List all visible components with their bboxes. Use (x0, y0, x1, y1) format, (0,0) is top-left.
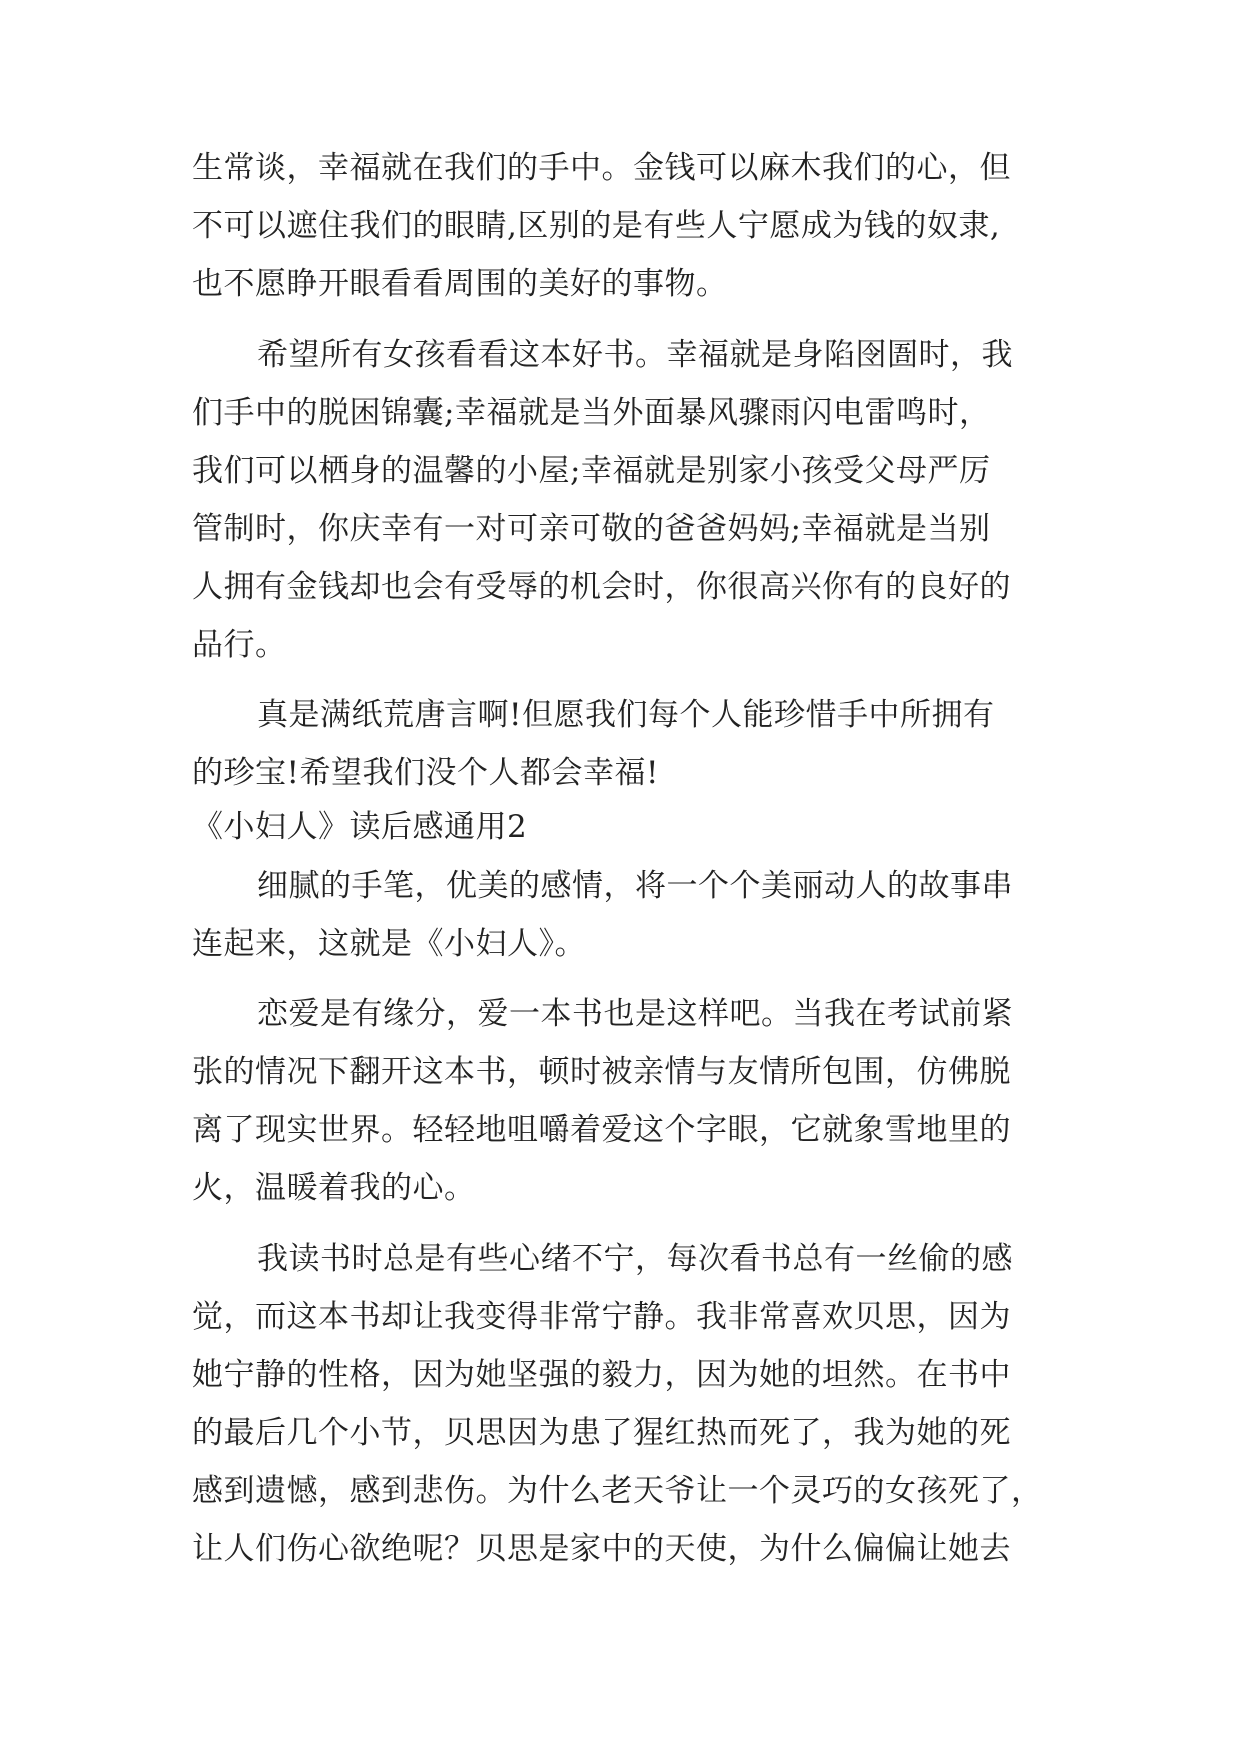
paragraph-first-line: 我读书时总是有些心绪不宁，每次看书总有一丝偷的感 (257, 1241, 1013, 1277)
text-line: 觉，而这本书却让我变得非常宁静。我非常喜欢贝思，因为 (192, 1299, 1011, 1335)
text-line: 她宁静的性格，因为她坚强的毅力，因为她的坦然。在书中 (192, 1357, 1011, 1393)
text-line: 管制时，你庆幸有一对可亲可敬的爸爸妈妈;幸福就是当别 (192, 511, 991, 547)
text-line: 的珍宝!希望我们没个人都会幸福! (192, 755, 659, 791)
text-line: 火，温暖着我的心。 (192, 1170, 476, 1206)
text-line: 们手中的脱困锦囊;幸福就是当外面暴风骤雨闪电雷鸣时， (192, 395, 991, 431)
text-line: 连起来，这就是《小妇人》。 (192, 926, 586, 962)
section-heading: 《小妇人》读后感通用2 (192, 809, 528, 845)
paragraph-first-line: 细腻的手笔，优美的感情，将一个个美丽动人的故事串 (257, 868, 1013, 904)
text-line: 不可以遮住我们的眼睛,区别的是有些人宁愿成为钱的奴隶, (192, 208, 1001, 244)
text-line: 人拥有金钱却也会有受辱的机会时，你很高兴你有的良好的 (192, 569, 1011, 605)
paragraph-first-line: 希望所有女孩看看这本好书。幸福就是身陷囹圄时，我 (257, 337, 1013, 373)
text-line: 我们可以栖身的温馨的小屋;幸福就是别家小孩受父母严厉 (192, 453, 991, 489)
text-line: 也不愿睁开眼看看周围的美好的事物。 (192, 266, 728, 302)
text-line: 张的情况下翻开这本书，顿时被亲情与友情所包围，仿佛脱 (192, 1054, 1011, 1090)
text-line: 让人们伤心欲绝呢？贝思是家中的天使，为什么偏偏让她去 (192, 1531, 1011, 1567)
paragraph-first-line: 真是满纸荒唐言啊!但愿我们每个人能珍惜手中所拥有 (257, 697, 995, 733)
text-line: 感到遗憾，感到悲伤。为什么老天爷让一个灵巧的女孩死了， (192, 1473, 1043, 1509)
text-line: 离了现实世界。轻轻地咀嚼着爱这个字眼，它就象雪地里的 (192, 1112, 1011, 1148)
text-line: 的最后几个小节，贝思因为患了猩红热而死了，我为她的死 (192, 1415, 1011, 1451)
paragraph-first-line: 恋爱是有缘分，爱一本书也是这样吧。当我在考试前紧 (257, 996, 1013, 1032)
text-line: 品行。 (192, 627, 287, 663)
text-line: 生常谈，幸福就在我们的手中。金钱可以麻木我们的心，但 (192, 150, 1011, 186)
